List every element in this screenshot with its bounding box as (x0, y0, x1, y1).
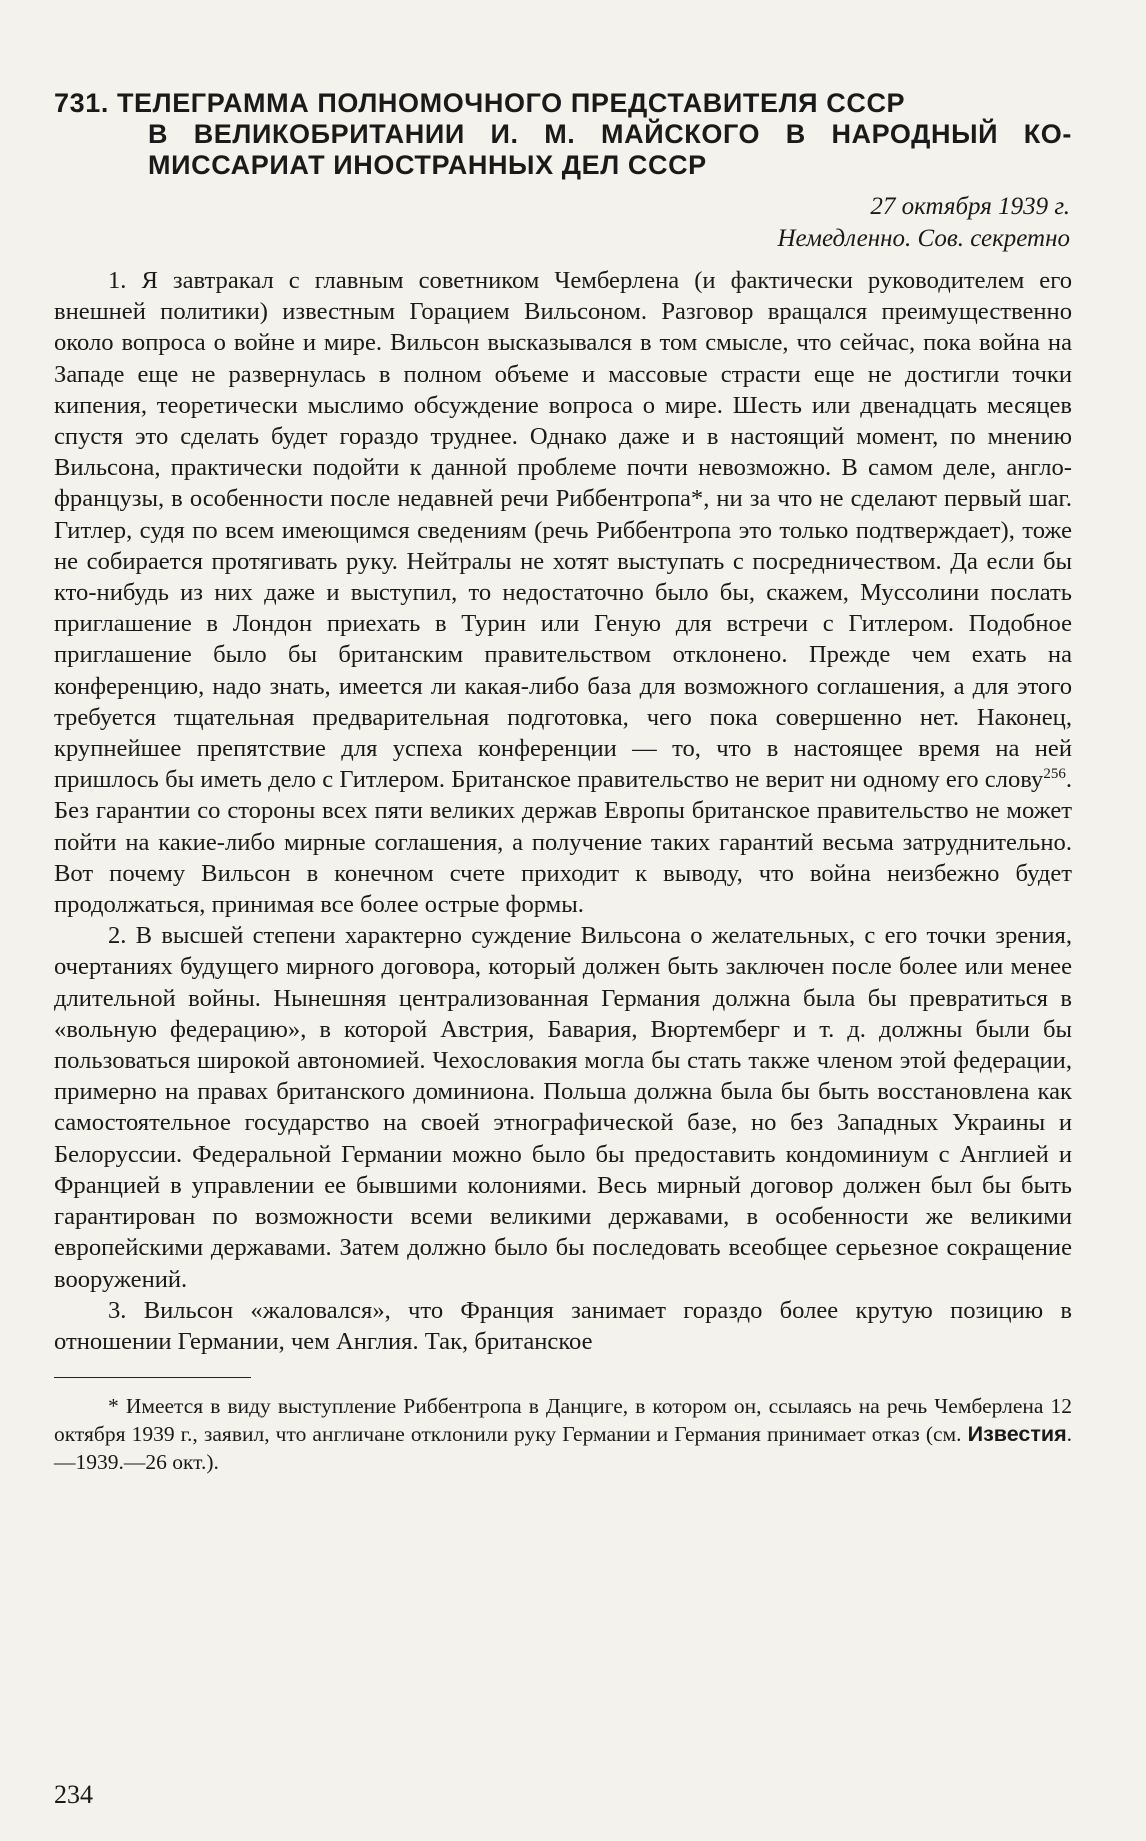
footnote-source: Известия (967, 1422, 1067, 1447)
paragraph-3: 3. Вильсон «жаловался», что Франция занимает гораздо более крутую позицию в отношении Германии, чем Англия. Так, британское (54, 1296, 1072, 1355)
footnote-text-end: .—1939.—26 окт.). (54, 1422, 1072, 1475)
paragraph-2: 2. В высшей степени характерно суждение Вильсона о желательных, с его точки зрения, очертаниях будущего мирного договора, который должен быть заключен после более или менее длительной войны. Нынешняя централизованная Германия должна была бы превратиться в «вольную федерацию», в которой Австрия, Бавария, Вюртемберг и т. д. должны были бы пользоваться широкой автономией. Чехословакия могла бы стать также членом этой федерации, примерно на правах британского доминиона. Польша должна была бы быть восстановлена как самостоятельное государство на своей этнографической базе, но без Западных Украины и Белоруссии. Федеральной Германии можно было бы предоставить кондоминиум с Англией и Францией в управлении ее бывшими колониями. Весь мирный договор должен был бы быть гарантирован по возможности всеми великими державами, в особенности же великими европейскими державами. Затем должно было бы последовать всеобщее серьезное сокращение вооружений. (54, 922, 1072, 1293)
title-line-1: ТЕЛЕГРАММА ПОЛНОМОЧНОГО ПРЕДСТАВИТЕЛЯ СССР (116, 88, 906, 118)
footnote-divider (54, 1377, 251, 1378)
paragraph-1 (54, 265, 1072, 920)
endnote-reference: 256 (1043, 766, 1066, 783)
paragraph-1-text-cont: . Без гарантии со стороны всех пяти великих держав Европы британское правительство не может пойти на какие-либо мирные соглашения, а получение таких гарантий весьма затруднительно. Вот почему Вильсон в конечном счете приходит к выводу, что война неизбежно будет продолжаться, принимая все более острые формы. (54, 766, 1072, 919)
page-number: 234 (54, 1780, 93, 1809)
document-number: 731. (54, 88, 109, 118)
paragraph-1-text: 1. Я завтракал с главным советником Чемберлена (и фактически руководителем его внешней политики) известным Горацием Вильсоном. Разговор вращался преимущественно около вопроса о войне и мире. Вильсон высказывался в том смысле, что сейчас, пока война на Западе еще не развернулась в полном объеме и массовые страсти еще не достигли точки кипения, теоретически мыслимо обсуждение вопроса о мире. Шесть или двенадцать месяцев спустя это сделать будет гораздо труднее. Однако даже и в настоящий момент, по мнению Вильсона, практически подойти к данной проблеме почти невозможно. В самом деле, англо-французы, в особенности после недавней речи Риббентропа*, ни за что не сделают первый шаг. Гитлер, судя по всем имеющимся сведениям (речь Риббентропа это только подтверждает), тоже не собирается протягивать руку. Нейтралы не хотят выступать с посредничеством. Да если бы кто-нибудь из них даже и выступил, то недостаточно было бы, скажем, Муссолини послать приглашение в Лондон приехать в Турин или Геную для встречи с Гитлером. Подобное приглашение было бы британским правительством отклонено. Прежде чем ехать на конференцию, надо знать, имеется ли какая-либо база для возможного соглашения, а для этого требуется тщательная предварительная подготовка, чего пока совершенно нет. Наконец, крупнейшее препятствие для успеха конференции — то, что в настоящее время на ней пришлось бы иметь дело с Гитлером. Британское правительство не верит ни одному его слову (54, 267, 1072, 794)
document-classification: Немедленно. Сов. секретно (777, 225, 1070, 252)
document-heading (54, 88, 1072, 181)
document-page (54, 88, 1072, 1476)
document-date: 27 октября 1939 г. (870, 193, 1070, 220)
footnote (54, 1392, 1072, 1476)
footnote-text: * Имеется в виду выступление Риббентропа в Данциге, в котором он, ссылаясь на речь Чемберлена 12 октября 1939 г., заявил, что англичане отклонили руку Германии и Германия принимает отказ (см. (54, 1394, 1072, 1447)
title-continuation: В ВЕЛИКОБРИТАНИИ И. М. МАЙСКОГО В НАРОДНЫЙ КО-МИССАРИАТ ИНОСТРАННЫХ ДЕЛ СССР (148, 119, 1072, 180)
document-body (54, 265, 1072, 1357)
